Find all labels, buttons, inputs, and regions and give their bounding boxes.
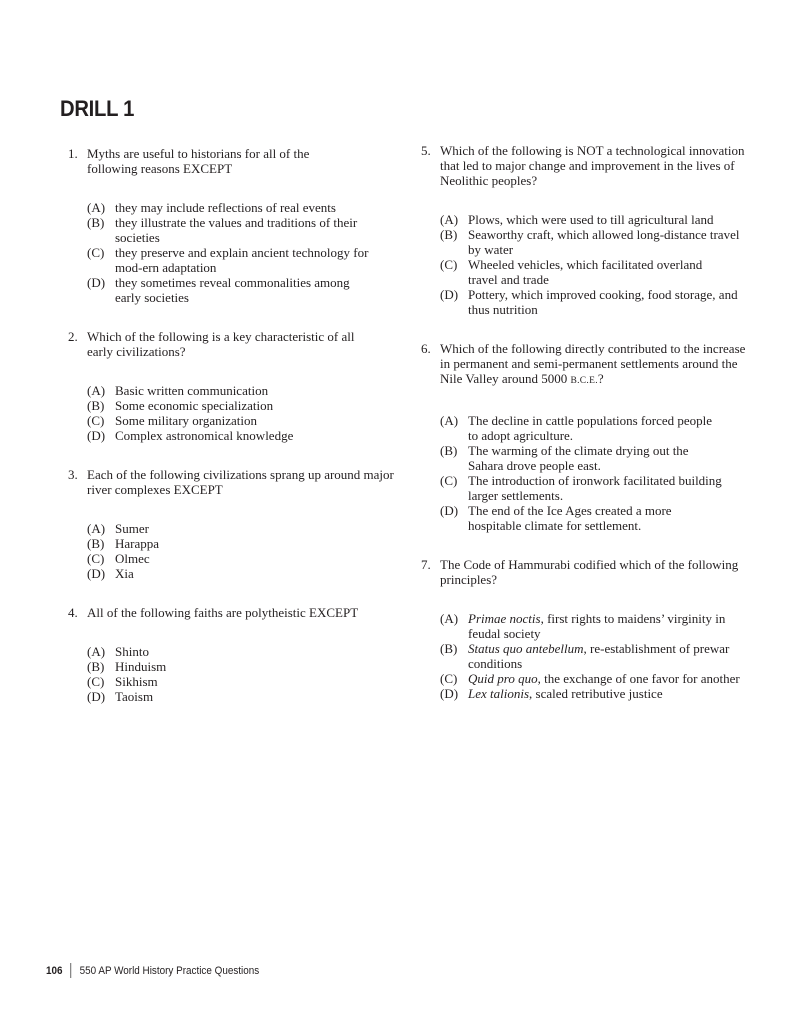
option-letter: (A)	[440, 611, 459, 626]
answer-option[interactable]	[87, 674, 398, 689]
option-letter: (C)	[87, 551, 105, 566]
question-text: Myths are useful to historians for all of the following reasons EXCEPT	[87, 146, 310, 176]
question-number: 5.	[421, 143, 431, 158]
answer-options	[68, 521, 398, 581]
option-text: Taoism	[115, 689, 154, 704]
question-6	[421, 341, 751, 533]
option-letter: (A)	[87, 383, 106, 398]
option-letter: (D)	[440, 287, 459, 302]
option-letter: (C)	[440, 257, 458, 272]
question-3	[68, 467, 398, 581]
option-letter: (D)	[440, 503, 459, 518]
answer-option[interactable]	[87, 551, 398, 566]
question-stem	[68, 329, 398, 359]
footer-divider	[71, 963, 72, 978]
answer-option[interactable]	[87, 536, 398, 551]
option-text: The decline in cattle populations forced people to adopt agriculture.	[468, 413, 713, 443]
option-letter: (D)	[87, 428, 106, 443]
question-text: The Code of Hammurabi codified which of the following principles?	[440, 557, 739, 587]
question-text	[440, 341, 751, 389]
option-text: Basic written communication	[115, 383, 269, 398]
question-text: Which of the following is NOT a technological innovation that led to major change and improvement in the lives of Neolithic peoples?	[440, 143, 745, 188]
option-text: Hinduism	[115, 659, 167, 674]
option-letter: (C)	[440, 473, 458, 488]
option-text: Seaworthy craft, which allowed long-distance travel by water	[468, 227, 740, 257]
option-letter: (A)	[87, 200, 106, 215]
option-text: Wheeled vehicles, which facilitated overland travel and trade	[468, 257, 703, 287]
question-stem	[421, 557, 751, 587]
answer-option[interactable]	[440, 686, 751, 701]
option-text: Some military organization	[115, 413, 258, 428]
option-text: The warming of the climate drying out the Sahara drove people east.	[468, 443, 689, 473]
option-text: Sikhism	[115, 674, 158, 689]
answer-option[interactable]	[87, 521, 398, 536]
option-text: Complex astronomical knowledge	[115, 428, 294, 443]
answer-option[interactable]	[87, 644, 398, 659]
question-stem	[421, 143, 751, 188]
option-term: Status quo antebellum	[468, 641, 584, 656]
question-5	[421, 143, 751, 317]
answer-option[interactable]	[440, 503, 751, 533]
option-text: Shinto	[115, 644, 149, 659]
question-stem	[68, 467, 398, 497]
answer-option[interactable]	[87, 275, 398, 305]
question-text: Each of the following civilizations sprang up around major river complexes EXCEPT	[87, 467, 394, 497]
answer-option[interactable]	[87, 566, 398, 581]
question-text: All of the following faiths are polytheistic EXCEPT	[87, 605, 359, 620]
option-text: , scaled retributive justice	[529, 686, 663, 701]
question-number: 1.	[68, 146, 78, 161]
option-text: Plows, which were used to till agricultural land	[468, 212, 714, 227]
answer-option[interactable]	[440, 227, 751, 257]
right-column	[421, 143, 751, 701]
question-stem	[68, 605, 398, 620]
option-letter: (B)	[87, 659, 105, 674]
option-text: they may include reflections of real events	[115, 200, 336, 215]
option-letter: (B)	[440, 227, 458, 242]
option-letter: (C)	[87, 245, 105, 260]
answer-options	[421, 611, 751, 701]
option-text: The introduction of ironwork facilitated building larger settlements.	[468, 473, 722, 503]
answer-options	[68, 200, 398, 305]
option-text: Xia	[115, 566, 134, 581]
question-stem	[421, 341, 751, 389]
option-text: , first rights to maidens’ virginity in feudal society	[468, 611, 726, 641]
question-number: 3.	[68, 467, 78, 482]
answer-options	[421, 413, 751, 533]
option-text: The end of the Ice Ages created a more hospitable climate for settlement.	[468, 503, 672, 533]
answer-option[interactable]	[87, 413, 398, 428]
answer-option[interactable]	[440, 287, 751, 317]
option-text: Pottery, which improved cooking, food storage, and thus nutrition	[468, 287, 738, 317]
option-letter: (A)	[440, 413, 459, 428]
answer-options	[68, 644, 398, 704]
answer-option[interactable]	[87, 245, 398, 275]
answer-option[interactable]	[440, 212, 751, 227]
option-letter: (A)	[87, 644, 106, 659]
drill-title: DRILL 1	[60, 96, 135, 121]
page-number: 106	[46, 964, 63, 977]
option-text: , the exchange of one favor for another	[537, 671, 740, 686]
question-2	[68, 329, 398, 443]
question-number: 2.	[68, 329, 78, 344]
option-term: Quid pro quo	[468, 671, 538, 686]
option-letter: (B)	[87, 215, 105, 230]
question-4	[68, 605, 398, 704]
option-term: Lex talionis	[468, 686, 530, 701]
option-text: Olmec	[115, 551, 150, 566]
option-letter: (A)	[87, 521, 106, 536]
question-1	[68, 146, 398, 305]
option-letter: (D)	[87, 275, 106, 290]
option-text: , re-establishment of prewar conditions	[468, 641, 730, 671]
option-letter: (A)	[440, 212, 459, 227]
option-letter: (B)	[87, 398, 105, 413]
option-letter: (B)	[440, 641, 458, 656]
answer-option[interactable]	[440, 257, 751, 287]
option-text: Harappa	[115, 536, 160, 551]
answer-option[interactable]	[87, 383, 398, 398]
answer-option[interactable]	[440, 641, 751, 671]
era-abbreviation: B.C.E.	[570, 376, 598, 386]
question-number: 7.	[421, 557, 431, 572]
answer-option[interactable]	[87, 428, 398, 443]
question-number: 6.	[421, 341, 431, 356]
answer-option[interactable]	[87, 689, 398, 704]
option-text: they illustrate the values and traditions of their societies	[115, 215, 358, 245]
option-letter: (B)	[440, 443, 458, 458]
option-text: Sumer	[115, 521, 149, 536]
question-text: Which of the following is a key characteristic of all early civilizations?	[87, 329, 355, 359]
option-letter: (D)	[440, 686, 459, 701]
answer-option[interactable]	[440, 473, 751, 503]
left-column	[68, 146, 398, 704]
option-letter: (D)	[87, 566, 106, 581]
question-7	[421, 557, 751, 701]
option-text: they sometimes reveal commonalities among early societies	[115, 275, 350, 305]
question-text-main: Which of the following directly contributed to the increase in permanent and semi-permanent settlements around the Nile Valley around 5000	[440, 341, 746, 386]
option-letter: (C)	[440, 671, 458, 686]
answer-option[interactable]	[440, 413, 751, 443]
option-text: they preserve and explain ancient technology for mod-ern adaptation	[115, 245, 369, 275]
answer-option[interactable]	[440, 671, 751, 686]
answer-option[interactable]	[440, 443, 751, 473]
page-footer	[46, 963, 259, 978]
option-letter: (D)	[87, 689, 106, 704]
answer-options	[421, 212, 751, 317]
answer-option[interactable]	[87, 398, 398, 413]
answer-option[interactable]	[87, 659, 398, 674]
question-stem	[68, 146, 398, 176]
option-letter: (C)	[87, 413, 105, 428]
answer-option[interactable]	[440, 611, 751, 641]
option-text: Some economic specialization	[115, 398, 274, 413]
option-letter: (B)	[87, 536, 105, 551]
option-letter: (C)	[87, 674, 105, 689]
question-text-end: ?	[597, 371, 604, 386]
answer-options	[68, 383, 398, 443]
question-number: 4.	[68, 605, 78, 620]
answer-option[interactable]	[87, 200, 398, 215]
answer-option[interactable]	[87, 215, 398, 245]
option-term: Primae noctis	[468, 611, 541, 626]
book-title: 550 AP World History Practice Questions	[79, 964, 260, 977]
